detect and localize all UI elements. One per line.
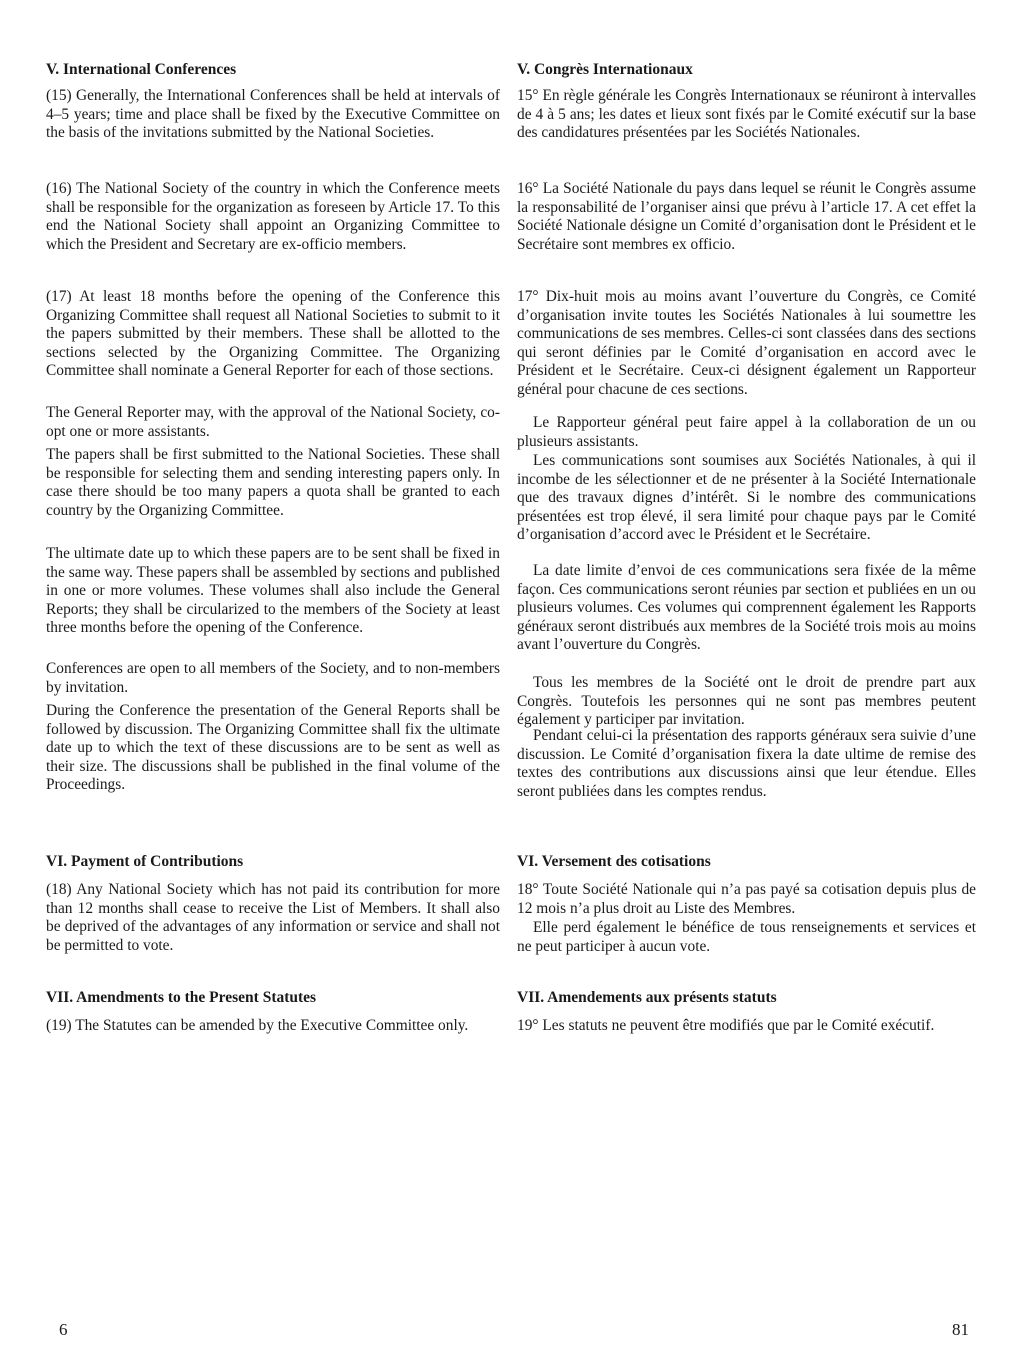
conference-attendance-en: Conferences are open to all members of the Society, and to non-members by invitation. xyxy=(46,660,500,696)
papers-submission-en: The papers shall be first submitted to the National Societies. These shall be responsible for selecting them and sending interesting papers only. In case there should be too many papers a quota shall be granted to each country by the Organizing Committee. xyxy=(46,446,500,519)
page-number-right: 81 xyxy=(952,1320,969,1339)
papers-deadline-en: The ultimate date up to which these papers are to be sent shall be fixed in the same way. These papers shall be assembled by sections and published in one or more volumes. These volumes shall also include the General Reports; they shall be circularized to the members of the Society at least three months before the opening of the Conference. xyxy=(46,545,500,637)
article-18-fr: 18° Toute Société Nationale qui n’a pas payé sa cotisation depuis plus de 12 mois n’a plus droit au Liste des Membres. xyxy=(517,881,976,917)
section-v-heading-fr: V. Congrès Internationaux xyxy=(517,61,693,78)
page-number-left: 6 xyxy=(59,1320,68,1339)
article-19-fr: 19° Les statuts ne peuvent être modifiés que par le Comité exécutif. xyxy=(517,1017,935,1034)
article-18-continued-fr: Elle perd également le bénéfice de tous renseignements et services et ne peut participer à aucun vote. xyxy=(517,919,976,955)
section-vii-heading-fr: VII. Amendements aux présents statuts xyxy=(517,989,777,1006)
section-vi-heading-fr: VI. Versement des cotisations xyxy=(517,853,711,870)
article-17-fr: 17° Dix-huit mois au moins avant l’ouverture du Congrès, ce Comité d’organisation invite toutes les Sociétés Nationales à lui soumettre les communications de ses membres. Celles-ci sont classées dans des sections qui seront définies par le Comité d’organisation en accord avec le Président et le Secrétaire. Ceux-ci désignent également un Rapporteur général pour chacune de ces sections. xyxy=(517,288,976,398)
communications-fr: Les communications sont soumises aux Sociétés Nationales, à qui il incombe de les sélectionner et de ne présenter à la Société Internationale que des travaux dignes d’intérêt. Si le nombre des communications présentées est trop élevé, il sera limité pour chaque pays par le Comité d’organisation d’accord avec le Président et le Secrétaire. xyxy=(517,452,976,544)
participation-fr: Tous les membres de la Société ont le droit de prendre part aux Congrès. Toutefois les personnes qui ne sont pas membres peutent également y participer par invitation. xyxy=(517,674,976,729)
discussion-en: During the Conference the presentation of the General Reports shall be followed by discussion. The Organizing Committee shall fix the ultimate date up to which the text of these discussions are to be sent as well as their size. The discussions shall be published in the final volume of the Proceedings. xyxy=(46,702,500,794)
article-16-en: (16) The National Society of the country in which the Conference meets shall be responsible for the organization as foreseen by Article 17. To this end the National Society shall appoint an Organizing Committee to which the President and Secretary are ex-officio members. xyxy=(46,180,500,253)
section-v-heading-en: V. International Conferences xyxy=(46,61,237,78)
article-18-en: (18) Any National Society which has not paid its contribution for more than 12 months shall cease to receive the List of Members. It shall also be deprived of the advantages of any information or service and shall not be permitted to vote. xyxy=(46,881,500,954)
general-reporter-en: The General Reporter may, with the approval of the National Society, co-opt one or more assistants. xyxy=(46,404,500,440)
discussion-fr: Pendant celui-ci la présentation des rapports généraux sera suivie d’une discussion. Le Comité d’organisation fixera la date ultime de remise des textes des contributions aux discussions ainsi que leur étendue. Elles seront publiées dans les comptes rendus. xyxy=(517,727,976,800)
section-vii-heading-en: VII. Amendments to the Present Statutes xyxy=(46,989,317,1006)
date-limite-fr: La date limite d’envoi de ces communications sera fixée de la même façon. Ces communications seront réunies par section et publiées en un ou plusieurs volumes. Ces volumes qui comprennent également les Rapports généraux seront distribués aux membres de la Société trois mois au moins avant l’ouverture du Congrès. xyxy=(517,562,976,654)
article-19-en: (19) The Statutes can be amended by the Executive Committee only. xyxy=(46,1017,469,1034)
section-vi-heading-en: VI. Payment of Contributions xyxy=(46,853,244,870)
article-16-fr: 16° La Société Nationale du pays dans lequel se réunit le Congrès assume la responsabilité de l’organiser ainsi que prévu à l’article 17. A cet effet la Société Nationale désigne un Comité d’organisation dont le Président et le Secrétaire sont membres ex officio. xyxy=(517,180,976,253)
rapporteur-general-fr: Le Rapporteur général peut faire appel à la collaboration de un ou plusieurs assistants. xyxy=(517,414,976,450)
article-17-en: (17) At least 18 months before the opening of the Conference this Organizing Committee shall request all National Societies to submit to it the papers submitted by their members. These shall be allotted to the sections selected by the Organizing Committee. The Organizing Committee shall nominate a General Reporter for each of those sections. xyxy=(46,288,500,380)
article-15-fr: 15° En règle générale les Congrès Internationaux se réuniront à intervalles de 4 à 5 ans; les dates et lieux sont fixés par le Comité exécutif sur la base des candidatures présentées par les Sociétés Nationales. xyxy=(517,87,976,142)
article-15-en: (15) Generally, the International Conferences shall be held at intervals of 4–5 years; time and place shall be fixed by the Executive Committee on the basis of the invitations submitted by the National Societies. xyxy=(46,87,500,142)
